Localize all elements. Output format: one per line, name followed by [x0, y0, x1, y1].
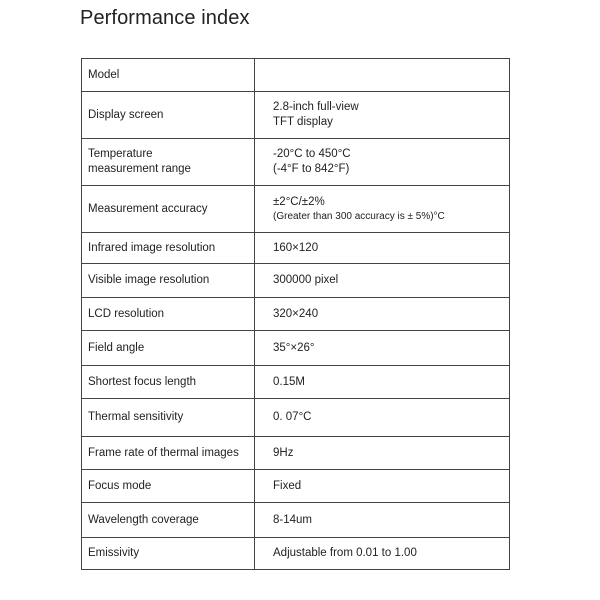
spec-table-body: [82, 59, 510, 570]
parameter-label: Shortest focus length: [88, 375, 197, 388]
table-row: [82, 264, 510, 298]
page-title: Performance index: [80, 7, 250, 29]
parameter-label: Wavelength coverage: [88, 513, 199, 526]
parameter-value: 8-14um: [273, 513, 312, 526]
table-row: [82, 139, 510, 186]
table-row: [82, 59, 510, 92]
parameter-value: 300000 pixel: [273, 274, 339, 286]
table-row: [82, 298, 510, 331]
parameter-label: Model: [88, 68, 120, 81]
parameter-value: ±2°C/±2%: [273, 195, 325, 208]
parameter-value: 2.8-inch full-view: [273, 101, 359, 113]
parameter-value: Adjustable from 0.01 to 1.00: [273, 547, 417, 559]
parameter-cell: [82, 366, 255, 399]
parameter-cell: [82, 399, 255, 437]
parameter-cell: [82, 92, 255, 139]
parameter-cell: [82, 503, 255, 538]
parameter-value: (-4°F to 842°F): [273, 163, 350, 175]
table-row: [82, 470, 510, 503]
parameter-cell: [82, 331, 255, 366]
value-cell: [255, 331, 510, 366]
parameter-value: (Greater than 300 accuracy is ± 5%)°C: [273, 210, 445, 222]
parameter-label: Temperature: [88, 148, 153, 160]
parameter-value: 9Hz: [273, 446, 294, 459]
parameter-label: LCD resolution: [88, 307, 165, 320]
parameter-value: TFT display: [273, 116, 333, 128]
value-cell: [255, 470, 510, 503]
parameter-label: Infrared image resolution: [88, 241, 216, 254]
parameter-label: Frame rate of thermal images: [88, 446, 239, 459]
performance-spec-table: [81, 58, 510, 570]
value-cell: [255, 59, 510, 92]
parameter-value: 0.15M: [273, 375, 305, 388]
parameter-cell: [82, 298, 255, 331]
value-cell: [255, 437, 510, 470]
value-cell: [255, 186, 510, 233]
parameter-label: Thermal sensitivity: [88, 411, 184, 423]
table-row: [82, 92, 510, 139]
parameter-value: 0. 07°C: [273, 411, 312, 423]
parameter-value: 320×240: [273, 307, 319, 320]
value-cell: [255, 92, 510, 139]
value-cell: [255, 399, 510, 437]
parameter-cell: [82, 186, 255, 233]
table-row: [82, 538, 510, 570]
value-cell: [255, 298, 510, 331]
value-cell: [255, 233, 510, 264]
parameter-cell: [82, 437, 255, 470]
parameter-label: measurement range: [88, 163, 191, 175]
parameter-label: Visible image resolution: [88, 274, 210, 286]
parameter-label: Display screen: [88, 108, 164, 121]
value-cell: [255, 264, 510, 298]
parameter-label: Measurement accuracy: [88, 202, 208, 215]
parameter-label: Field angle: [88, 341, 145, 354]
parameter-value: 160×120: [273, 241, 319, 254]
parameter-value: Fixed: [273, 479, 302, 492]
parameter-label: Focus mode: [88, 479, 152, 492]
parameter-label: Emissivity: [88, 547, 140, 559]
value-cell: [255, 503, 510, 538]
value-cell: [255, 139, 510, 186]
table-row: [82, 437, 510, 470]
table-row: [82, 399, 510, 437]
table-row: [82, 503, 510, 538]
value-cell: [255, 538, 510, 570]
table-row: [82, 186, 510, 233]
parameter-cell: [82, 59, 255, 92]
table-row: [82, 233, 510, 264]
table-row: [82, 331, 510, 366]
parameter-cell: [82, 538, 255, 570]
parameter-value: -20°C to 450°C: [273, 148, 351, 160]
parameter-cell: [82, 139, 255, 186]
parameter-value: 35°×26°: [273, 341, 315, 354]
parameter-cell: [82, 470, 255, 503]
value-cell: [255, 366, 510, 399]
parameter-cell: [82, 264, 255, 298]
table-row: [82, 366, 510, 399]
parameter-cell: [82, 233, 255, 264]
